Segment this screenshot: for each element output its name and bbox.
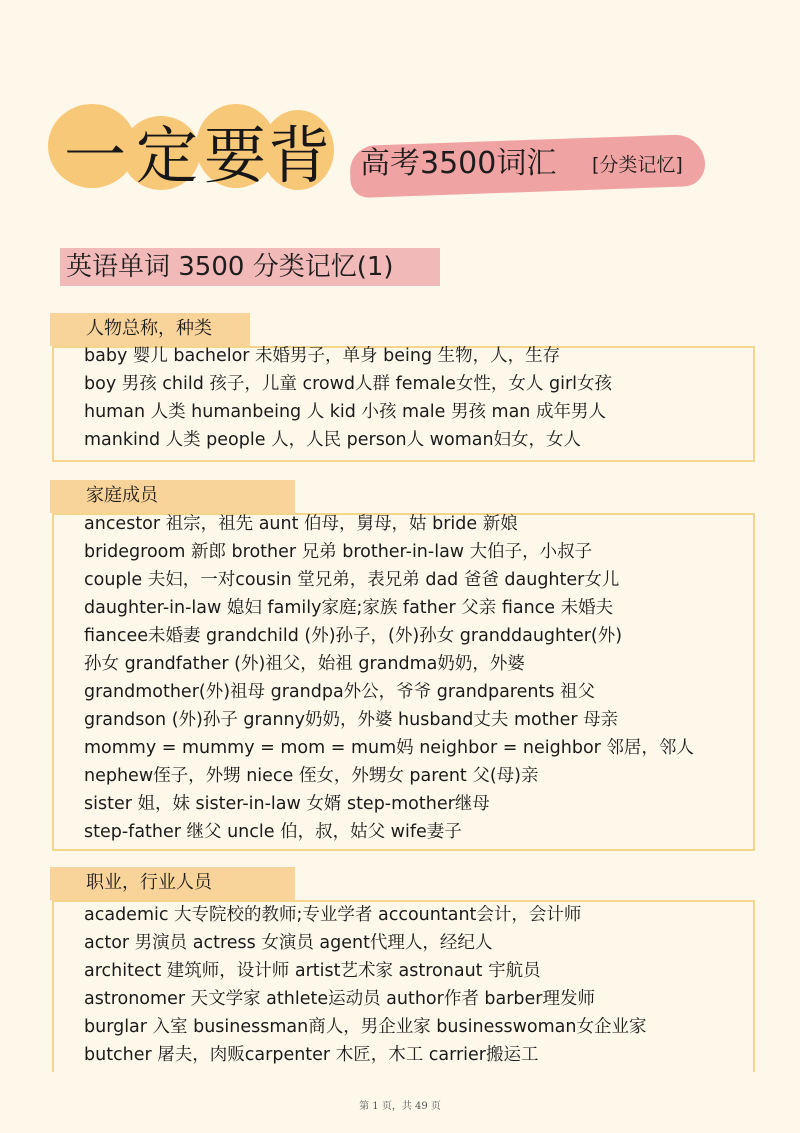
word-line: fiancee未婚妻 grandchild (外)孙子，(外)孙女 granddaughter(外) bbox=[84, 626, 623, 646]
word-line: ancestor 祖宗，祖先 aunt 伯母，舅母，姑 bride 新娘 bbox=[84, 514, 518, 534]
word-line: nephew侄子，外甥 niece 侄女，外甥女 parent 父(母)亲 bbox=[84, 766, 539, 786]
header-bracket-note: [分类记忆] bbox=[592, 154, 683, 176]
word-line: baby 婴儿 bachelor 未婚男子，单身 being 生物，人，生存 bbox=[84, 346, 561, 366]
header-char-3: 要 bbox=[204, 119, 267, 192]
header-char-1: 一 bbox=[64, 119, 127, 192]
word-line: architect 建筑师，设计师 artist艺术家 astronaut 宇航员 bbox=[84, 961, 541, 981]
word-line: human 人类 humanbeing 人 kid 小孩 male 男孩 man 成年男人 bbox=[84, 402, 606, 422]
header-title: 高考3500词汇 bbox=[360, 146, 557, 181]
word-line: burglar 入室 businessman商人，男企业家 businesswoman女企业家 bbox=[84, 1017, 647, 1037]
word-line: grandson (外)孙子 granny奶奶，外婆 husband丈夫 mother 母亲 bbox=[84, 710, 619, 730]
header-char-4: 背 bbox=[268, 119, 331, 192]
page-subtitle: 英语单词 3500 分类记忆(1) bbox=[66, 252, 394, 282]
page-footer: 第 1 页，共 49 页 bbox=[359, 1101, 441, 1112]
word-line: daughter-in-law 媳妇 family家庭;家族 father 父亲 fiance 未婚夫 bbox=[84, 598, 614, 618]
word-line: mommy = mummy = mom = mum妈 neighbor = neighbor 邻居，邻人 bbox=[84, 738, 694, 758]
word-line: astronomer 天文学家 athlete运动员 author作者 barber理发师 bbox=[84, 989, 595, 1009]
section-1-lines bbox=[84, 342, 612, 454]
section-1-label: 人物总称，种类 bbox=[86, 318, 212, 339]
word-line: couple 夫妇，一对cousin 堂兄弟，表兄弟 dad 爸爸 daughter女儿 bbox=[84, 570, 620, 590]
section-3-label: 职业，行业人员 bbox=[86, 872, 212, 893]
header-char-2: 定 bbox=[136, 119, 199, 192]
word-line: 孙女 grandfather (外)祖父，始祖 grandma奶奶，外婆 bbox=[84, 654, 525, 674]
word-line: academic 大专院校的教师;专业学者 accountant会计，会计师 bbox=[84, 905, 582, 925]
section-3-lines bbox=[84, 901, 646, 1069]
word-line: actor 男演员 actress 女演员 agent代理人，经纪人 bbox=[84, 933, 493, 953]
word-line: boy 男孩 child 孩子，儿童 crowd人群 female女性，女人 girl女孩 bbox=[84, 374, 613, 394]
word-line: butcher 屠夫，肉贩carpenter 木匠，木工 carrier搬运工 bbox=[84, 1045, 539, 1065]
word-line: bridegroom 新郎 brother 兄弟 brother-in-law 大伯子，小叔子 bbox=[84, 542, 593, 562]
word-line: grandmother(外)祖母 grandpa外公，爷爷 grandparents 祖父 bbox=[84, 682, 596, 702]
word-line: sister 姐，妹 sister-in-law 女婿 step-mother继母 bbox=[84, 794, 490, 814]
section-2-lines bbox=[84, 510, 694, 846]
word-line: step-father 继父 uncle 伯，叔，姑父 wife妻子 bbox=[84, 822, 462, 842]
word-line: mankind 人类 people 人，人民 person人 woman妇女，女人 bbox=[84, 430, 582, 450]
section-2-label: 家庭成员 bbox=[86, 485, 158, 506]
